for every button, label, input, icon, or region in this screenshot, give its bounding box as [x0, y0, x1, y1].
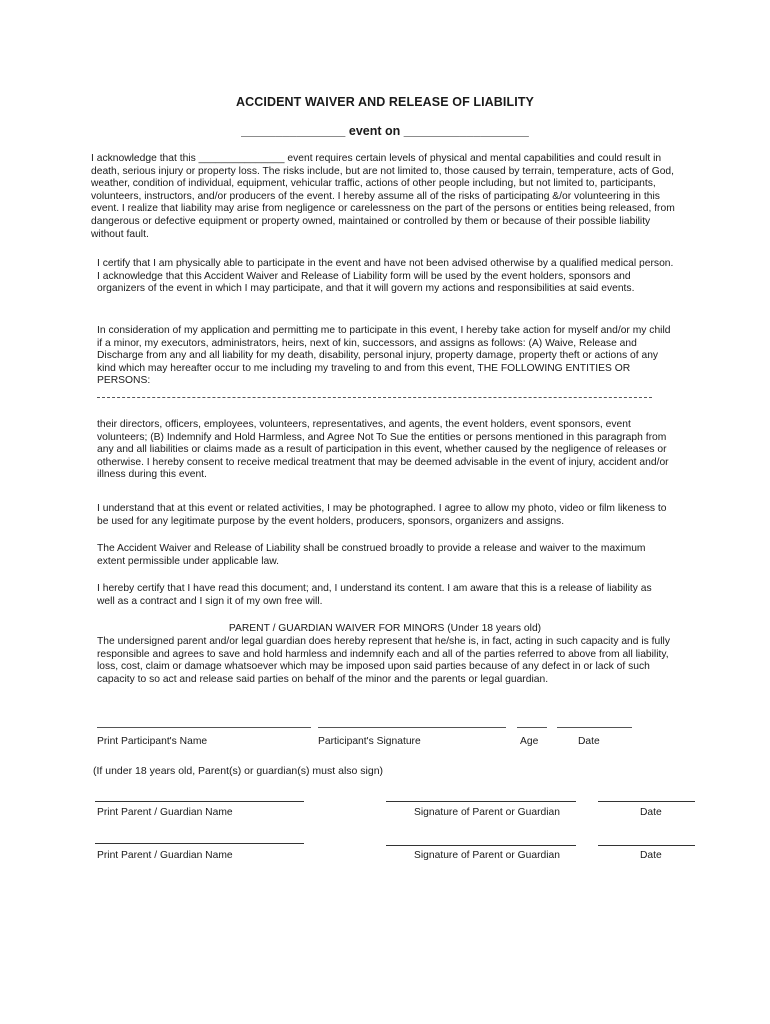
guardian-date-label: Date — [640, 807, 662, 818]
minors-heading: PARENT / GUARDIAN WAIVER FOR MINORS (Under 18 years old) — [228, 623, 542, 634]
physical-certification-paragraph: I certify that I am physically able to participate in the event and have not been advised otherwise by a qualified medical person. I acknowledge that this Accident Waiver and Release of Liability form will be used by the event holders, sponsors and organizers of the event in which I may participate, and that it will govern my actions and responsibilities at said events. — [97, 258, 674, 295]
event-line: _______________ event on __________________ — [241, 124, 529, 138]
participant-age-label: Age — [520, 736, 539, 747]
participant-name-line[interactable] — [97, 727, 311, 728]
guardian-name-label: Print Parent / Guardian Name — [97, 850, 233, 861]
participant-date-label: Date — [578, 736, 600, 747]
construction-paragraph: The Accident Waiver and Release of Liability shall be construed broadly to provide a release and waiver to the maximum extent permissible under applicable law. — [97, 543, 646, 567]
guardian-name-line[interactable] — [95, 801, 304, 802]
photo-release-paragraph: I understand that at this event or related activities, I may be photographed. I agree to allow my photo, video or film likeness to be used for any legitimate purpose by the event holders, producers, sponsors, organizers and assigns. — [97, 503, 667, 527]
entities-blank-line — [97, 397, 652, 398]
guardian-signature-label: Signature of Parent or Guardian — [414, 850, 560, 861]
certification-paragraph: I hereby certify that I have read this document; and, I understand its content. I am aware that this is a release of liability as well as a contract and I sign it of my own free will. — [97, 583, 652, 607]
guardian-name-line[interactable] — [95, 843, 304, 844]
guardian-date-label: Date — [640, 850, 662, 861]
participant-signature-line[interactable] — [318, 727, 506, 728]
participant-age-line[interactable] — [517, 727, 547, 728]
release-consideration-paragraph: In consideration of my application and permitting me to participate in this event, I hereby take action for myself and/or my child if a minor, my executors, administrators, heirs, next of kin, successors, and assigns as follows: (A) Waive, Release and Discharge from any and all liability for my death, disability, personal injury, property damage, property theft or actions of any kind which may hereafter occur to me including my traveling to and from this event, THE FOLLOWING ENTITIES OR PERSONS: — [97, 325, 671, 387]
minors-paragraph: The undersigned parent and/or legal guardian does hereby represent that he/she is, in fact, acting in such capacity and is fully responsible and agrees to save and hold harmless and indemnify each and all of the parties referred to above from all liability, loss, cost, claim or damage whatsoever which may be imposed upon said parties because of any defect in or lack of such capacity to so act and release said parties on behalf of the minor and the parents or legal guardian. — [97, 636, 670, 685]
document-title: ACCIDENT WAIVER AND RELEASE OF LIABILITY — [236, 95, 534, 109]
participant-date-line[interactable] — [557, 727, 632, 728]
participant-name-label: Print Participant's Name — [97, 736, 208, 747]
guardian-date-line[interactable] — [598, 845, 695, 846]
guardian-name-label: Print Parent / Guardian Name — [97, 807, 233, 818]
indemnify-paragraph: their directors, officers, employees, volunteers, representatives, and agents, the event holders, event sponsors, event volunteers; (B) Indemnify and Hold Harmless, and Agree Not To Sue the entities or persons mentioned in this paragraph from any and all liabilities or claims made as a result of participation in this event, whether caused by the negligence of releases or otherwise. I hereby consent to receive medical treatment that may be deemed advisable in the event of injury, accident and/or illness during this event. — [97, 419, 669, 481]
guardian-note: (If under 18 years old, Parent(s) or guardian(s) must also sign) — [93, 765, 384, 777]
guardian-signature-line[interactable] — [386, 845, 576, 846]
guardian-signature-line[interactable] — [386, 801, 576, 802]
risk-acknowledgement-paragraph: I acknowledge that this _______________ event requires certain levels of physical and mental capabilities and could result in death, serious injury or property loss. The risks include, but are not limited to, those caused by terrain, temperature, acts of God, weather, condition of individual, equipment, vehicular traffic, actions of other people including, but not limited to, participants, volunteers, instructors, and/or producers of the event. I hereby assume all of the risks of participating &/or volunteering in this event. I realize that liability may arise from negligence or carelessness on the part of the persons or entities being released, from dangerous or defective equipment or property owned, maintained or controlled by them or because of their possible liability without fault. — [91, 153, 675, 240]
guardian-signature-label: Signature of Parent or Guardian — [414, 807, 560, 818]
guardian-date-line[interactable] — [598, 801, 695, 802]
participant-signature-label: Participant's Signature — [318, 736, 421, 747]
